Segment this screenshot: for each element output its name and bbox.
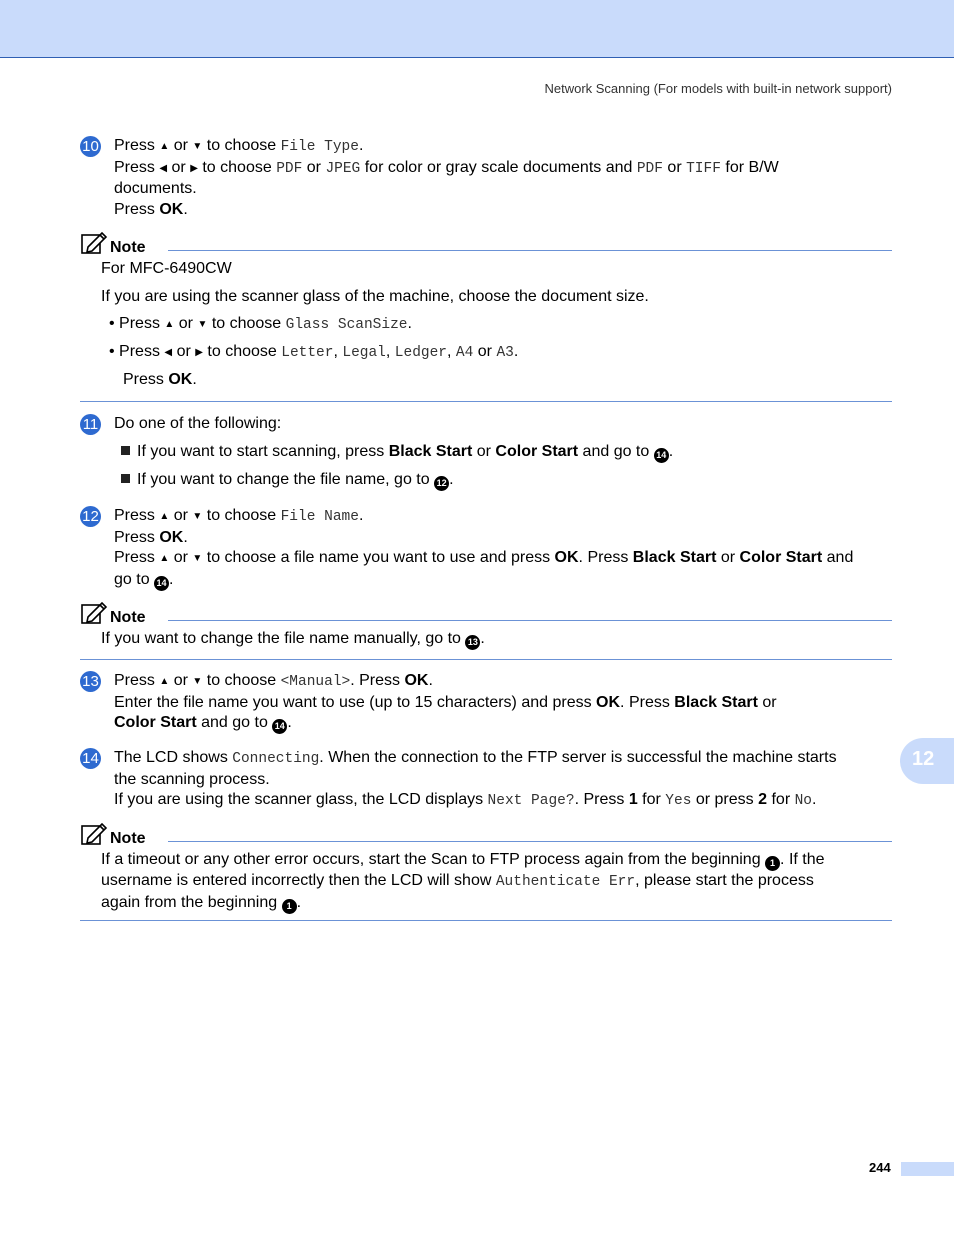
pencil-note-icon: [80, 821, 108, 847]
note-rule: [168, 620, 892, 621]
option-item: If you want to start scanning, press Black Start or Color Start and go to 14 .: [121, 443, 673, 463]
note-box: [80, 825, 892, 925]
step-number: 10: [80, 136, 101, 157]
step-ref-icon: 1: [765, 856, 780, 871]
up-arrow-icon: ▲: [159, 141, 170, 152]
page-number-bar: [901, 1162, 954, 1176]
bullet-item: • Press ▲ or ▼ to choose Glass ScanSize.: [109, 315, 412, 333]
left-arrow-icon: ◀: [164, 347, 173, 358]
pencil-note-icon: [80, 600, 108, 626]
note-end-rule: [80, 920, 892, 921]
right-arrow-icon: ▶: [195, 347, 203, 358]
option-item: If you want to change the file name, go to 12 .: [121, 471, 454, 491]
step-ref-icon: 13: [465, 635, 480, 650]
note-rule: [168, 250, 892, 251]
down-arrow-icon: ▼: [192, 676, 203, 687]
square-bullet-icon: [121, 446, 130, 455]
down-arrow-icon: ▼: [197, 319, 208, 330]
step-number: 11: [80, 414, 101, 435]
note-box: [80, 604, 892, 662]
step-number: 13: [80, 671, 101, 692]
chapter-number: 12: [912, 748, 935, 770]
square-bullet-icon: [121, 474, 130, 483]
step-number: 14: [80, 748, 101, 769]
up-arrow-icon: ▲: [159, 511, 170, 522]
step-body: Press ▲ or ▼ to choose File Type. Press ◀ or ▶ to choose PDF or JPEG for color or gray scale documents and PDF or TIFF for B/W documents. Press OK.: [114, 137, 779, 218]
step-body: The LCD shows Connecting. When the connection to the FTP server is successful the machine starts the scanning process. If you are using the scanner glass, the LCD displays Next Page?. Press 1 for Yes or press 2 for No.: [114, 749, 837, 809]
note-title: Note: [110, 830, 146, 847]
step-ref-icon: 14: [154, 576, 169, 591]
note-title: Note: [110, 609, 146, 626]
note-text: If you are using the scanner glass of the machine, choose the document size.: [101, 288, 649, 305]
running-title: Network Scanning (For models with built-in network support): [544, 81, 892, 96]
left-arrow-icon: ◀: [159, 162, 168, 174]
note-end-rule: [80, 401, 892, 402]
pencil-note-icon: [80, 230, 108, 256]
up-arrow-icon: ▲: [164, 319, 175, 330]
note-text: For MFC-6490CW: [101, 260, 232, 277]
chapter-tab: [900, 738, 954, 784]
note-end-rule: [80, 659, 892, 660]
page-number: 244: [869, 1160, 891, 1175]
note-box: [80, 234, 892, 404]
bullet-item: • Press ◀ or ▶ to choose Letter, Legal, Ledger, A4 or A3.: [109, 343, 519, 361]
note-rule: [168, 841, 892, 842]
down-arrow-icon: ▼: [192, 511, 203, 522]
note-text: If you want to change the file name manually, go to 13 .: [101, 629, 485, 650]
step-body: Press ▲ or ▼ to choose File Name. Press OK. Press ▲ or ▼ to choose a file name you want to use and press OK. Press Black Start or Color Start and go to 14 .: [114, 506, 853, 591]
step-ref-icon: 12: [434, 476, 449, 491]
step-ref-icon: 14: [272, 719, 287, 734]
header-bar: [0, 0, 954, 58]
step-body: Press ▲ or ▼ to choose <Manual>. Press OK. Enter the file name you want to use (up to 15 characters) and press OK. Press Black Start or Color Start and go to 14 .: [114, 671, 777, 734]
step-ref-icon: 14: [654, 448, 669, 463]
note-text: Press OK.: [123, 371, 197, 388]
note-text: If a timeout or any other error occurs, start the Scan to FTP process again from the beginning 1 . If the username is entered incorrectly then the LCD will show Authenticate Err, please start the process again from the beginning 1 .: [101, 850, 825, 914]
note-title: Note: [110, 239, 146, 256]
step-number: 12: [80, 506, 101, 527]
down-arrow-icon: ▼: [192, 141, 203, 152]
right-arrow-icon: ▶: [190, 162, 198, 174]
down-arrow-icon: ▼: [192, 553, 203, 564]
step-ref-icon: 1: [282, 899, 297, 914]
up-arrow-icon: ▲: [159, 676, 170, 687]
step-body: Do one of the following:: [114, 415, 282, 432]
up-arrow-icon: ▲: [159, 553, 170, 564]
